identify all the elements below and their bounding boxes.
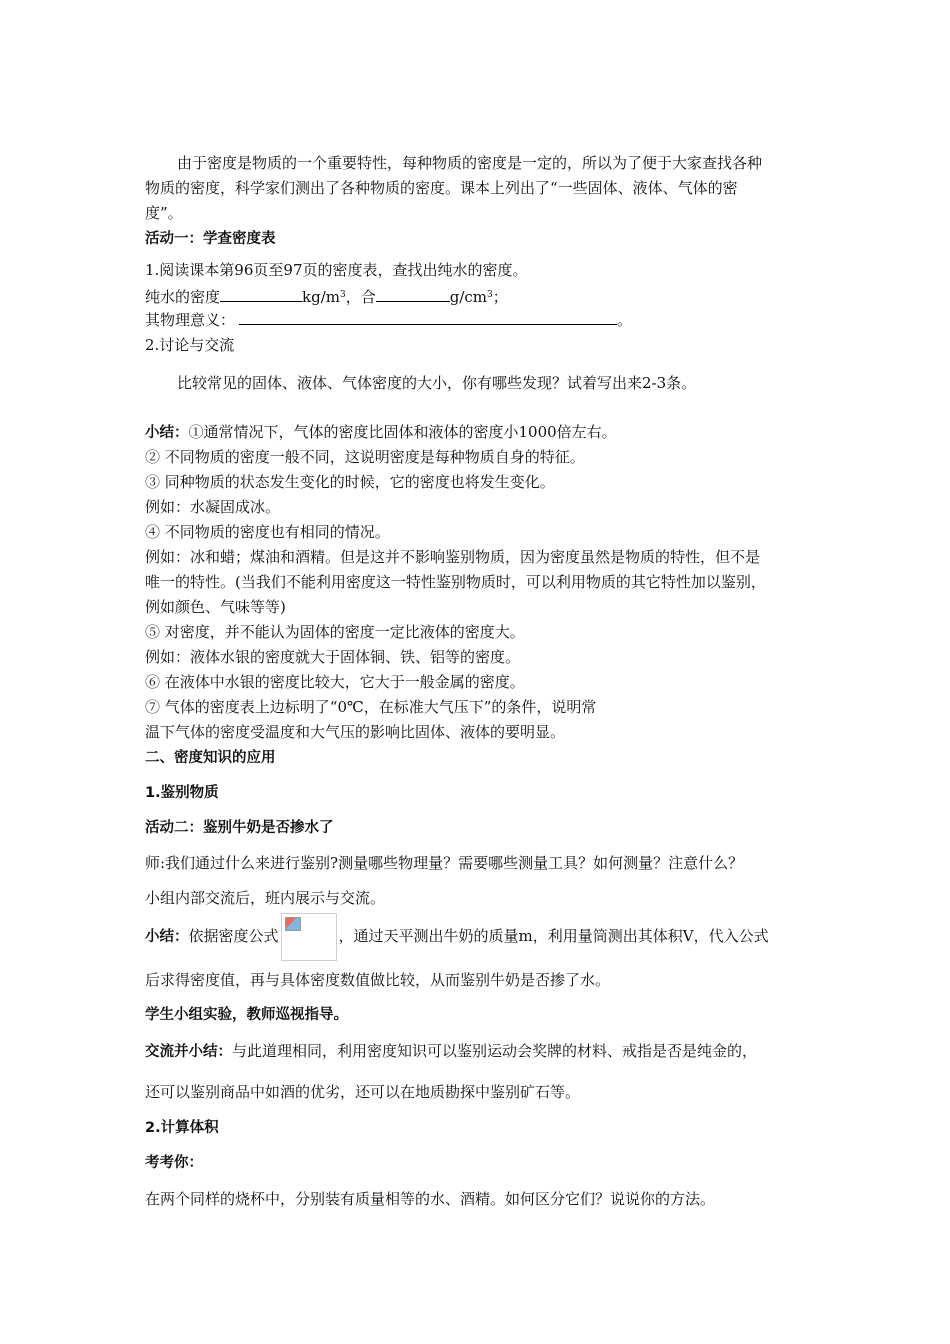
water-density-line: 纯水的密度 $kg/m^3$，合 $g/cm^3$； — [145, 288, 508, 306]
section2-heading: 二、密度知识的应用 — [145, 750, 276, 766]
summary1-line-5-example: 例如：液体水银的密度就大于固体铜、铁、铝等的密度。 — [145, 648, 521, 666]
unit-g-cm3: $g/cm^3$ — [449, 288, 493, 306]
summary1-line-3: ③ 同种物质的状态发生变化的时候，它的密度也将发生变化。 — [145, 473, 555, 491]
test-question: 在两个同样的烧杯中，分别装有质量相等的水、酒精。如何区分它们？说说你的方法。 — [145, 1190, 716, 1208]
broken-image-icon — [285, 917, 301, 931]
intro-line-1: 由于密度是物质的一个重要特性，每种物质的密度是一定的，所以为了便于大家查找各种 — [177, 154, 763, 172]
group-exchange: 小组内部交流后，班内展示与交流。 — [145, 889, 386, 907]
exchange-line-2: 还可以鉴别商品中如酒的优劣，还可以在地质勘探中鉴别矿石等。 — [145, 1083, 581, 1101]
section2-sub1: 1.鉴别物质 — [145, 785, 219, 801]
summary2-label: 小结： — [145, 929, 189, 945]
kg-blank[interactable] — [220, 287, 302, 302]
meaning-line: 其物理意义： 。 — [145, 311, 633, 329]
teacher-question: 师:我们通过什么来进行鉴别?测量哪些物理量？需要哪些测量工具？如何测量？注意什么？ — [145, 854, 744, 872]
summary1-line-3-example: 例如：水凝固成冰。 — [145, 498, 281, 516]
activity1-item1: 1.阅读课本第96页至97页的密度表，查找出纯水的密度。 — [145, 261, 528, 279]
summary1-line-5: ⑤ 对密度，并不能认为固体的密度一定比液体的密度大。 — [145, 623, 525, 641]
summary1-line-7a: ⑦ 气体的密度表上边标明了“0℃，在标准大气压下”的条件，说明常 — [145, 698, 597, 716]
meaning-prefix: 其物理意义： — [145, 311, 236, 329]
section2-sub2: 2.计算体积 — [145, 1120, 219, 1136]
discuss-text: 比较常见的固体、液体、气体密度的大小，你有哪些发现？试着写出来2-3条。 — [177, 374, 697, 392]
summary1-line-4: ④ 不同物质的密度也有相同的情况。 — [145, 523, 390, 541]
summary2-line-1: 小结：依据密度公式 ，通过天平测出牛奶的质量m，利用量筒测出其体积V，代入公式 — [145, 912, 769, 961]
summary1-line-4-example-3: 例如颜色、气味等等) — [145, 598, 286, 616]
meaning-blank[interactable] — [239, 310, 617, 325]
summary1-label: 小结： — [145, 425, 189, 441]
intro-line-2: 物质的密度，科学家们测出了各种物质的密度。课本上列出了“一些固体、液体、气体的密 — [145, 179, 738, 197]
activity1-heading: 活动一：学查密度表 — [145, 231, 276, 247]
summary1-line-7b: 温下气体的密度受温度和大气压的影响比固体、液体的要明显。 — [145, 723, 566, 741]
summary1-line-4-example-1: 例如：冰和蜡；煤油和酒精。但是这并不影响鉴别物质，因为密度虽然是物质的特性，但不是 — [145, 548, 761, 566]
experiment-note: 学生小组实验，教师巡视指导。 — [145, 1007, 348, 1023]
density-formula-image — [281, 913, 337, 961]
activity2-heading: 活动二：鉴别牛奶是否掺水了 — [145, 820, 334, 836]
g-blank[interactable] — [376, 287, 450, 302]
summary1-line-6: ⑥ 在液体中水银的密度比较大，它大于一般金属的密度。 — [145, 673, 525, 691]
summary1-line-4-example-2: 唯一的特性。(当我们不能利用密度这一特性鉴别物质时，可以利用物质的其它特性加以鉴别， — [145, 573, 766, 591]
exchange-line-1: 交流并小结：与此道理相同，利用密度知识可以鉴别运动会奖牌的材料、戒指是否是纯金的， — [145, 1042, 758, 1060]
unit-kg-m3: $kg/m^3$ — [302, 288, 346, 306]
exchange-label: 交流并小结： — [145, 1044, 232, 1060]
intro-line-3: 度”。 — [145, 204, 183, 222]
he-text: ，合 — [345, 288, 376, 306]
test-heading: 考考你： — [145, 1155, 203, 1171]
summary2-line-2: 后求得密度值，再与具体密度数值做比较，从而鉴别牛奶是否掺了水。 — [145, 971, 611, 989]
summary1-line-1: 小结：①通常情况下，气体的密度比固体和液体的密度小1000倍左右。 — [145, 423, 617, 441]
water-density-prefix: 纯水的密度 — [145, 288, 221, 306]
summary1-line-2: ② 不同物质的密度一般不同，这说明密度是每种物质自身的特征。 — [145, 448, 585, 466]
activity1-item2: 2.讨论与交流 — [145, 336, 235, 354]
